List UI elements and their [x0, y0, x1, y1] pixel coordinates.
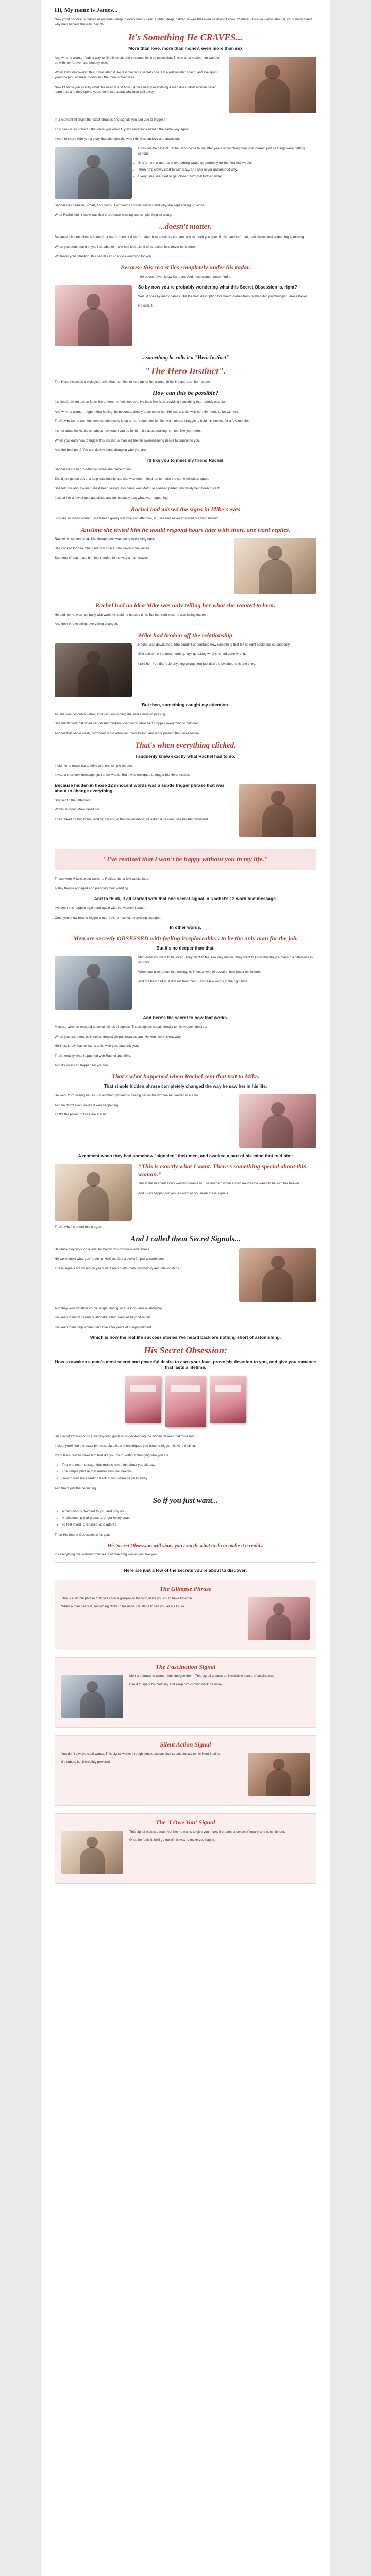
body-paragraph: You'll learn how to make him feel like your hero, without changing who you are. [55, 1453, 170, 1458]
body-paragraph: He doesn't even know it's there. And most women never find it. [140, 275, 231, 279]
body-paragraph: I've seen them transform relationships that seemed beyond repair. [55, 1316, 151, 1320]
body-paragraph: And the best part? You can do it without changing who you are. [55, 448, 147, 452]
clicked-heading: That's when everything clicked. [135, 741, 236, 750]
sales-letter-page [41, 0, 330, 2576]
secret-paragraph: This signal makes a man feel like he wants to give you more. It creates a sense of loyalty and commitment. [129, 1830, 285, 1834]
want-bullets [55, 1509, 316, 1528]
body-paragraph: Inside, you'll find the exact phrases, signals, and techniques you need to trigger his Hero Instinct. [55, 1444, 196, 1448]
body-paragraph: I've seen them help women find love after years of disappointment. [55, 1325, 153, 1329]
missed-signs-heading: Rachel had missed the signs in Mike's eyes [130, 505, 241, 513]
secret-title: The 'I Owe You' Signal [156, 1819, 215, 1826]
body-paragraph: Those were Mike's exact words to Rachel, just a few weeks later. [55, 877, 149, 881]
product-book-cover [165, 1376, 206, 1427]
secret-paragraph: You don't always need words. This signal works through simple actions that speak directly to his Hero Instinct. [61, 1752, 222, 1756]
signaled-text: A moment when they had somehow "signaled" their men, and awoken a part of his mind that told him: [78, 1153, 293, 1159]
exactly-what-i-want-quote: "This is exactly what I want. There's something special about this woman." [138, 1163, 306, 1178]
body-paragraph: Once you know how to trigger a man's Hero Instinct, everything changes. [55, 916, 161, 920]
secret-paragraph: Use it to spark his curiosity and keep him coming back for more. [129, 1682, 223, 1686]
what-happened-subheading: That simple hidden phrase completely changed the way he saw her in his life. [104, 1083, 267, 1089]
list-item: • Every time she tried to get closer, he'd pull further away. [62, 174, 316, 179]
meet-rachel-heading: I'd like you to meet my friend Rachel. [146, 457, 225, 463]
his-secret-obsession-heading: His Secret Obsession: [144, 1345, 227, 1355]
body-paragraph: He went from seeing her as just another girlfriend to seeing her as the woman he needed in his life. [55, 1094, 199, 1098]
list-item: • The simple phrase that makes him feel needed. [62, 1469, 316, 1475]
body-paragraph: Within an hour, Mike called her. [55, 808, 100, 812]
body-paragraph: She cooked for him. She gave him space. She never complained. [55, 547, 150, 551]
list-item: • How to turn his attention back to you when he pulls away. [62, 1476, 316, 1481]
secret-card [55, 1813, 316, 1884]
body-paragraph: I told her to reach out to Mike with one simple request. [55, 764, 134, 768]
story-paragraph: Rachel was beautiful, smart, and caring. Her friends couldn't understand why she kept ending up alone. [55, 203, 206, 207]
obsession-subheading: How to awaken a man's most secret and powerful desire to earn your love, prove his devotion to you, and give you romance that lasts a lifetime. [55, 1359, 316, 1370]
twelve-words-text: And to think, it all started with that one secret signal in Rachel's 12 word text message. [94, 896, 277, 901]
body-paragraph: That's why I created this program. [55, 1225, 105, 1229]
woman-phone-photo [234, 538, 316, 594]
secret-paragraph: This is a simple phrase that gives him a glimpse of the kind of life you could have together. [61, 1597, 193, 1601]
secret-photo [248, 1753, 310, 1796]
body-paragraph: And he didn't even realize it was happening. [55, 1103, 119, 1107]
hero-instinct-heading: "The Hero Instinct". [145, 365, 226, 376]
body-paragraph: He calls it... [138, 304, 156, 308]
body-paragraph: That's the power of the Hero Instinct. [55, 1113, 109, 1117]
broken-off-heading: Mike had broken off the relationship [138, 631, 233, 639]
body-paragraph: He'll just know that he wants to be with you, and only you. [55, 1044, 139, 1048]
secret-photo [248, 1597, 310, 1640]
body-paragraph: Men don't just want to be loved. They want to feel like they matter. They want to know that they're making a difference in your life. [138, 956, 313, 964]
body-paragraph: Just like so many women, she'd been giving him love and attention, but she had never triggered his Hero Instinct. [55, 517, 220, 521]
body-paragraph: These signals are based on years of research into male psychology and relationships. [55, 1266, 180, 1270]
body-paragraph: And then one evening, everything changed. [55, 622, 119, 626]
body-paragraph: Because this need lives so deep in a man's mind, it doesn't matter how attractive you are or how much you give. If this need isn't met, he'll always feel something is missing. [55, 235, 306, 240]
secret-card [55, 1657, 316, 1728]
body-paragraph: I asked her a few simple questions and immediately saw what was happening. [55, 496, 169, 500]
body-paragraph: It's not about looks. It's not about how much you do for him. It's about making him feel like your hero. [55, 429, 201, 433]
list-item: • To feel loved, cherished, and adored. [62, 1522, 316, 1528]
man-gazing-photo [55, 1164, 132, 1221]
body-paragraph: Whatever your situation, this secret can change everything for you. [55, 255, 152, 259]
body-paragraph: She'd just gotten out of a long relationship and she was determined not to make the same mistakes again. [55, 477, 209, 481]
secret-signals-heading: And I called them Secret Signals... [130, 1234, 241, 1243]
list-item: • A relationship that grows stronger every year. [62, 1516, 316, 1521]
couple-photo [229, 57, 316, 113]
body-paragraph: And it's what can happen for you too. [55, 1063, 109, 1067]
hero-instinct-subheading: ...something he calls it a "Hero Instinct" [142, 354, 229, 361]
body-paragraph: It's simple: when a man feels like a hero, he feels needed. He feels like he's providing something that nobody else can. [55, 400, 228, 404]
craves-subheading: More than love. more than money, even more than sex [128, 46, 243, 52]
list-item: • She'd meet a man, and everything would go perfectly for the first few weeks. [62, 161, 316, 166]
body-paragraph: This is the moment every woman dreams of. The moment when a man realizes he wants to be with her forever. [138, 1182, 300, 1186]
wondering-text: So by now you're probably wondering what this Secret Obsession is, right? [138, 284, 297, 290]
couple-embrace-photo [239, 784, 316, 837]
woman-thinking-photo [55, 147, 132, 199]
body-paragraph: He won't know what you're doing. He'll just feel a powerful pull towards you. [55, 1257, 165, 1261]
body-paragraph: She mentioned that when her car had broken down once, Mike had dropped everything to help her. [55, 722, 199, 726]
secret-paragraph: Once he feels it, he'll go out of his way to make you happy. [129, 1838, 215, 1842]
body-paragraph: I told her: You didn't do anything wrong. You just didn't know about this one thing. [138, 662, 256, 666]
body-paragraph: It's everything I've learned from years of coaching women just like you. [55, 1552, 158, 1556]
happy-couple-photo [239, 1094, 316, 1148]
body-paragraph: And they work whether you're single, dating, or in a long-term relationship. [55, 1306, 163, 1310]
divider [55, 1562, 316, 1563]
body-paragraph: As she was describing Mike, I noticed something she said almost in passing. [55, 712, 166, 716]
body-paragraph: And it can happen for you, as soon as you learn these signals. [138, 1191, 229, 1195]
secret-paragraph: Men are drawn to women who intrigue them. This signal creates an irresistible sense of fascination. [129, 1674, 274, 1679]
under-radar-heading: Because this secret lies completely under his radar. [121, 263, 250, 271]
irreplaceable-heading: Men are secretly OBSESSED with feeling irreplaceable... to be the only man for the job. [73, 935, 298, 942]
list-item: • The one text message that makes him think about you all day. [62, 1463, 316, 1468]
body-paragraph: I've seen this happen again and again with the women I coach. [55, 906, 146, 910]
body-paragraph: And the best part is, it doesn't take much. Just a few words at the right time. [138, 979, 248, 984]
intro-paragraph: I want to share with you a story that changed the way I think about love and attraction. [55, 137, 180, 141]
body-paragraph: When you understand it, you'll be able to make him feel a kind of attraction he's never felt before. [55, 245, 196, 249]
secret-card [55, 1580, 316, 1650]
body-paragraph: And that's just the beginning. [55, 1487, 97, 1491]
body-paragraph: And for that whole week, he'd been more attentive, more loving, and more present than ever before. [55, 732, 200, 736]
secrets-intro-text: Here are just a few of the secrets you're about to discover: [124, 1568, 247, 1573]
caught-attention-text: But then, something caught my attention. [142, 702, 229, 707]
story-paragraph: What Rachel didn't know was that she'd been missing one simple thing all along. [55, 213, 172, 217]
body-paragraph: Because they work on a level far below his conscious awareness. [55, 1247, 150, 1251]
body-paragraph: She sent it that afternoon. [55, 798, 93, 802]
body-paragraph: Today they're engaged and planning their wedding. [55, 887, 129, 891]
body-paragraph: Well, it goes by many names. But the best description I've heard comes from relationship psychologist James Bauer. [138, 294, 308, 298]
secret-photo [61, 1831, 123, 1874]
body-paragraph: She told me about a man she'd been seeing. His name was Matt. He seemed perfect, but lately he'd been distant. [55, 486, 221, 490]
body-paragraph: The Hero Instinct is a biological drive that men feel to step up for the woman in his life and earn her respect. [55, 380, 212, 384]
no-deeper-text: But it's no deeper than that. [156, 945, 215, 951]
greeting: Hi, My name is James... [55, 6, 117, 13]
body-paragraph: Rachel was in her mid-thirties when she came to me. [55, 467, 132, 471]
body-paragraph: He told her he was just busy with work. He said he needed time. But the truth was, he was losing interest. [55, 613, 209, 617]
body-paragraph: They talked for two hours. And by the end of the conversation, he asked if he could see her that weekend. [55, 818, 209, 821]
trigger-phrase-text: Because hidden in those 12 innocent words was a subtle trigger phrase that was about to change everything. [55, 782, 225, 793]
success-stories-text: Which is how the real life success stories I've heard back are nothing short of astonishing. [90, 1334, 281, 1340]
secret-card [55, 1735, 316, 1806]
body-paragraph: Rachel felt so confused. She thought she was doing everything right. [55, 537, 155, 541]
product-book-cover [125, 1376, 161, 1423]
texted-heading: Anytime she texted him he would respond hours later with short, one word replies. [80, 526, 291, 533]
body-paragraph: When you learn how to trigger this instinct, a man will feel an overwhelming desire to commit to you. [55, 438, 200, 443]
product-book-cover [210, 1376, 246, 1423]
intro-paragraph: This need is so powerful that once you know it, you'll never look at men the same way again. [55, 127, 190, 131]
secret-title: The Fascination Signal [155, 1663, 216, 1671]
body-paragraph: Men are wired to respond to certain kinds of signals. These signals speak directly to his deepest desires. [55, 1025, 207, 1029]
secret-works-text: And here's the secret to how that works. [143, 1015, 228, 1021]
body-paragraph: Rachel was devastated. She couldn't understand how something that felt so right could end so suddenly. [138, 642, 291, 647]
only-telling-heading: Rachel had no idea Mike was only telling her what she wanted to hear. [95, 601, 276, 609]
secret-paragraph: It's subtle, but incredibly powerful. [61, 1760, 111, 1764]
make-reality-heading: His Secret Obsession will show you exactly what to do to make it a reality. [107, 1543, 264, 1549]
body-paragraph: That's exactly what happened with Rachel and Mike. [55, 1054, 131, 1058]
woman-portrait-photo [55, 285, 132, 346]
how-possible-heading: How can this be possible? [152, 389, 218, 397]
what-happened-heading: That's what happened when Rachel sent that text to Mike. [111, 1073, 260, 1080]
intro-paragraph: Now you'll discover a hidden need buried deep in every man's heart. Hidden deep, hidden so well that even he doesn't know it's there. Once you know about it, you'll understand why men behave the way they do. [55, 18, 312, 26]
body-paragraph: It was a short text message, just a few words. But it was designed to trigger his Hero Instinct. [55, 773, 190, 777]
sad-woman-photo [55, 643, 132, 697]
secret-title: The Glimpse Phrase [159, 1585, 212, 1593]
body-paragraph: She called me the next morning, crying, asking what she had done wrong. [138, 652, 246, 656]
list-item: • Then he'd slowly start to withdraw, and she never understood why. [62, 167, 316, 173]
body-paragraph: His Secret Obsession is a step-by-step guide to understanding the hidden desires that drive men. [55, 1434, 196, 1438]
secret-paragraph: When a man hears it, something clicks in his mind. He starts to see you as his future. [61, 1604, 185, 1608]
body-paragraph: When you use them, he'll feel an irresistible pull towards you. He won't even know why. [55, 1035, 181, 1039]
body-paragraph: And when a woman triggers that feeling, he becomes deeply attached to her. He wants to be with her. He needs to be with her. [55, 410, 239, 414]
list-item: • A man who is devoted to you and only you. [62, 1509, 316, 1514]
secret-photo [61, 1675, 123, 1718]
intro-paragraph: In a moment I'll share the exact phrases and signals you can use to trigger it. [55, 118, 167, 122]
other-words-lead: In other words, [170, 925, 201, 930]
intro-paragraph: And when a woman finds a way to fill this need, she becomes his true obsession. This is what makes him want to be with her forever and nobody else. [55, 56, 220, 65]
secret-title: Silent Action Signal [160, 1741, 211, 1749]
mike-quote: "I've realized that I won't be happy without you in my life." [55, 849, 316, 870]
body-paragraph: But none of that made him feel needed in the way a man craves. [55, 556, 149, 560]
intro-paragraph: Now I'll show you exactly what this need is and how it drives nearly everything a man does. Most women never learn this, and they spend years confused about why men pull away. [55, 85, 216, 94]
story-paragraph: Consider the case of Rachel, who came to me after years of watching men lose interest just as things were getting serious. [138, 146, 305, 156]
if-you-want-heading: So if you just want... [153, 1496, 218, 1505]
doesnt-matter-heading: ...doesn't matter. [159, 223, 212, 231]
couple-laughing-photo [239, 1248, 316, 1302]
obsession-bullets [55, 1463, 316, 1481]
craves-heading: It's Something He CRAVES... [128, 32, 243, 43]
product-images [55, 1376, 316, 1427]
man-smiling-photo [55, 956, 132, 1010]
body-paragraph: Then His Secret Obsession is for you. [55, 1533, 110, 1537]
body-paragraph: When you give a man that feeling, he'll feel a level of devotion he's never felt before. [138, 970, 261, 974]
intro-paragraph: When I first discovered this, it was almost like discovering a secret code. I'm a relationship coach, and I've spent years helping women understand the men in their lives. [55, 71, 218, 79]
body-paragraph: That's why some women seem to effortlessly keep a man's attention for life, while others struggle to hold his interest for a few months. [55, 419, 250, 423]
clicked-subheading: I suddenly knew exactly what Rachel had to do. [136, 753, 235, 759]
